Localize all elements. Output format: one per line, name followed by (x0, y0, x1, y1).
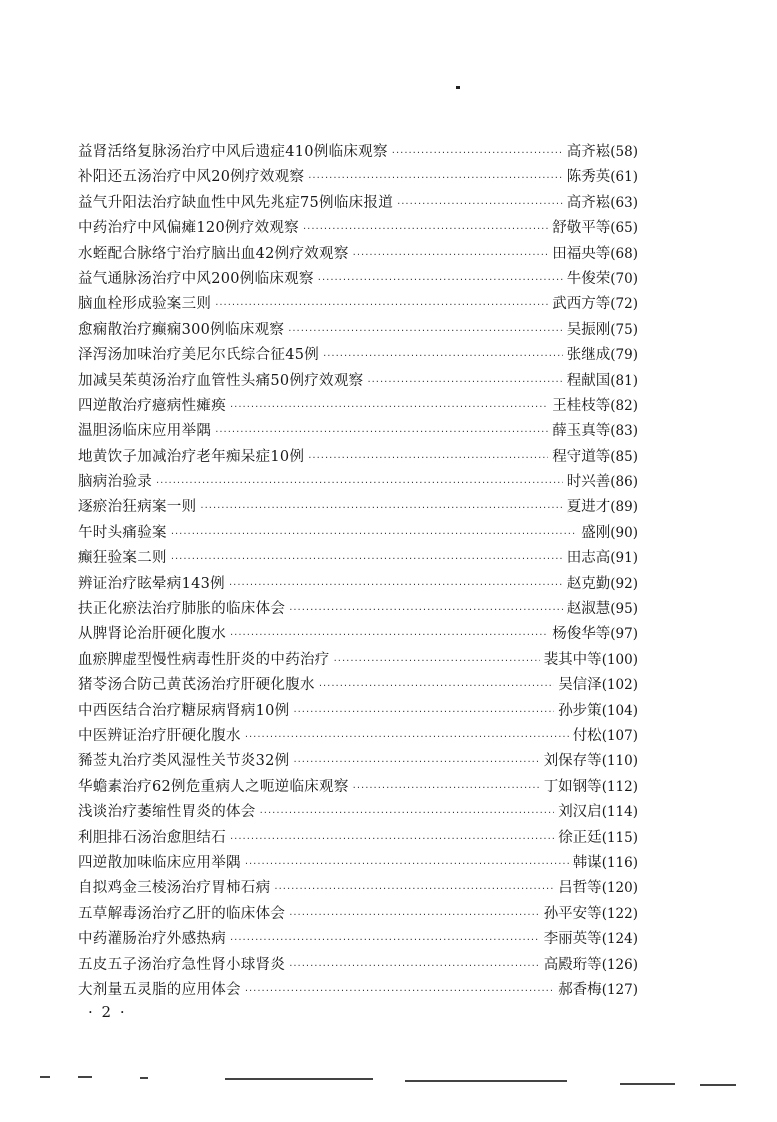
toc-entry-page: (102) (601, 677, 638, 694)
toc-leader-dots (319, 674, 554, 698)
toc-entry (78, 775, 638, 800)
toc-entry-author: 王桂枝等 (552, 397, 611, 414)
toc-entry-page: (122) (601, 905, 638, 922)
toc-entry (78, 902, 638, 927)
toc-entry-page: (126) (601, 956, 638, 973)
toc-entry-author: 吴信泽 (558, 677, 602, 694)
toc-entry-author: 时兴善 (566, 474, 611, 491)
toc-entry-author: 孙步策 (558, 702, 602, 719)
toc-entry (78, 495, 638, 520)
toc-entry-title: 补阳还五汤治疗中风20例疗效观察 (78, 169, 305, 186)
toc-entry (78, 445, 638, 470)
toc-entry-author: 田福央等 (552, 245, 611, 262)
toc-entry-author: 徐正廷 (558, 829, 602, 846)
toc-leader-dots (260, 801, 555, 825)
toc-entry-author: 田志高 (566, 550, 611, 567)
toc-entry-author: 杨俊华等 (552, 626, 611, 643)
toc-entry-title: 水蛭配合脉络宁治疗脑出血42例疗效观察 (78, 245, 349, 262)
toc-entry-title: 温胆汤临床应用举隅 (78, 423, 212, 440)
scan-speck (456, 86, 460, 89)
toc-leader-dots (245, 852, 569, 876)
toc-entry-author: 付松 (572, 727, 602, 744)
toc-entry-page: (91) (610, 550, 638, 567)
toc-leader-dots (303, 217, 548, 241)
toc-entry-page: (75) (610, 321, 638, 338)
toc-entry-author: 舒敬平等 (552, 220, 611, 237)
toc-entry-page: (81) (610, 372, 638, 389)
toc-entry-title: 中药治疗中风偏瘫120例疗效观察 (78, 220, 299, 237)
toc-entry (78, 851, 638, 876)
toc-leader-dots (230, 827, 554, 851)
toc-entry (78, 292, 638, 317)
toc-entry (78, 343, 638, 368)
table-of-contents (78, 140, 638, 1003)
scan-artifact-line (405, 1080, 567, 1082)
page-number: · 2 · (88, 1003, 127, 1021)
toc-leader-dots (289, 598, 563, 622)
toc-leader-dots (288, 319, 563, 343)
toc-entry-title: 从脾肾论治肝硬化腹水 (78, 626, 226, 643)
toc-leader-dots (353, 776, 540, 800)
toc-entry-page: (82) (610, 397, 638, 414)
toc-entry-author: 武西方等 (552, 296, 611, 313)
toc-leader-dots (230, 395, 548, 419)
toc-entry-page: (79) (610, 347, 638, 364)
toc-leader-dots (353, 243, 549, 267)
toc-entry-author: 裴其中等 (543, 651, 602, 668)
toc-leader-dots (245, 725, 569, 749)
toc-entry-title: 辨证治疗眩晕病143例 (78, 575, 225, 592)
toc-entry (78, 521, 638, 546)
toc-entry-title: 四逆散加味临床应用举隅 (78, 854, 241, 871)
toc-entry-author: 刘保存等 (543, 753, 602, 770)
toc-entry-title: 愈痫散治疗癫痫300例临床观察 (78, 321, 285, 338)
toc-entry-author: 李丽英等 (543, 931, 602, 948)
toc-entry (78, 699, 638, 724)
toc-entry-title: 血瘀脾虚型慢性病毒性肝炎的中药治疗 (78, 651, 330, 668)
toc-entry-title: 扶正化瘀法治疗肺胀的临床体会 (78, 601, 286, 618)
toc-entry-title: 癫狂验案二则 (78, 550, 167, 567)
toc-entry-author: 吴振刚 (566, 321, 611, 338)
toc-entry-page: (72) (610, 296, 638, 313)
toc-entry-title: 脑病治验录 (78, 474, 152, 491)
toc-entry-title: 加减吴茱萸汤治疗血管性头痛50例疗效观察 (78, 372, 364, 389)
toc-leader-dots (215, 420, 548, 444)
toc-entry-page: (65) (610, 220, 638, 237)
toc-leader-dots (229, 573, 563, 597)
toc-entry-author: 刘汉启 (558, 804, 602, 821)
toc-leader-dots (318, 268, 563, 292)
toc-entry (78, 724, 638, 749)
toc-leader-dots (293, 750, 539, 774)
toc-entry (78, 267, 638, 292)
toc-entry-page: (90) (610, 524, 638, 541)
toc-entry-author: 张继成 (566, 347, 611, 364)
toc-entry-author: 程守道等 (552, 448, 611, 465)
toc-entry-title: 中西医结合治疗糖尿病肾病10例 (78, 702, 290, 719)
toc-entry-author: 赵淑慧 (566, 601, 611, 618)
scan-artifact-line (140, 1077, 148, 1079)
toc-entry-page: (89) (610, 499, 638, 516)
toc-entry (78, 978, 638, 1003)
toc-entry-title: 猪苓汤合防己黄芪汤治疗肝硬化腹水 (78, 677, 315, 694)
toc-entry (78, 622, 638, 647)
toc-entry-author: 高齐崧 (566, 144, 611, 160)
toc-entry-author: 夏进才 (566, 499, 611, 516)
toc-entry-author: 陈秀英 (566, 169, 611, 186)
toc-entry-page: (70) (610, 270, 638, 287)
toc-entry-title: 中药灌肠治疗外感热病 (78, 931, 226, 948)
toc-entry-title: 逐瘀治狂病案一则 (78, 499, 197, 516)
toc-leader-dots (323, 344, 563, 368)
toc-entry (78, 927, 638, 952)
toc-entry-page: (114) (601, 804, 638, 821)
scan-artifact-line (78, 1076, 92, 1078)
toc-leader-dots (215, 293, 548, 317)
toc-entry-title: 四逆散治疗癔病性瘫痪 (78, 397, 226, 414)
toc-leader-dots (230, 928, 540, 952)
toc-entry (78, 597, 638, 622)
toc-entry-author: 吕哲等 (558, 880, 602, 897)
toc-entry-author: 郝香梅 (558, 981, 602, 998)
toc-entry (78, 216, 638, 241)
toc-entry (78, 648, 638, 673)
toc-entry-page: (86) (610, 474, 638, 491)
toc-entry (78, 191, 638, 216)
toc-leader-dots (293, 700, 554, 724)
toc-entry (78, 749, 638, 774)
toc-leader-dots (289, 903, 539, 927)
toc-entry (78, 419, 638, 444)
toc-entry-page: (58) (610, 144, 638, 160)
toc-entry-page: (112) (601, 778, 638, 795)
scan-artifact-line (700, 1084, 736, 1086)
toc-leader-dots (230, 623, 548, 647)
toc-entry-author: 丁如钢等 (543, 778, 602, 795)
scan-artifact-line (225, 1078, 373, 1080)
toc-entry (78, 572, 638, 597)
toc-leader-dots (245, 979, 554, 1003)
toc-entry-author: 薛玉真等 (552, 423, 611, 440)
toc-entry-page: (107) (601, 727, 638, 744)
toc-entry-page: (85) (610, 448, 638, 465)
toc-entry (78, 242, 638, 267)
toc-entry-title: 午时头痛验案 (78, 524, 167, 541)
toc-entry-page: (83) (610, 423, 638, 440)
toc-leader-dots (156, 471, 563, 495)
toc-entry-title: 益气通脉汤治疗中风200例临床观察 (78, 270, 314, 287)
toc-entry-page: (127) (601, 981, 638, 998)
toc-entry-page: (68) (610, 245, 638, 262)
toc-entry (78, 953, 638, 978)
toc-entry-title: 豨莶丸治疗类风湿性关节炎32例 (78, 753, 290, 770)
toc-entry (78, 876, 638, 901)
toc-entry (78, 800, 638, 825)
toc-entry (78, 165, 638, 190)
toc-entry-page: (116) (601, 854, 638, 871)
toc-entry-author: 程献国 (566, 372, 611, 389)
toc-leader-dots (367, 370, 562, 394)
toc-entry-title: 泽泻汤加味治疗美尼尔氏综合征45例 (78, 347, 320, 364)
toc-entry-title: 浅谈治疗萎缩性胃炎的体会 (78, 804, 256, 821)
toc-entry-title: 五草解毒汤治疗乙肝的临床体会 (78, 905, 286, 922)
toc-leader-dots (274, 877, 554, 901)
toc-leader-dots (200, 496, 562, 520)
toc-entry-title: 中医辨证治疗肝硬化腹水 (78, 727, 241, 744)
toc-entry-title: 自拟鸡金三棱汤治疗胃柿石病 (78, 880, 271, 897)
toc-entry-page: (115) (601, 829, 638, 846)
toc-entry-author: 高殿珩等 (543, 956, 602, 973)
toc-leader-dots (171, 522, 577, 546)
toc-entry-title: 利胆排石汤治愈胆结石 (78, 829, 226, 846)
toc-entry (78, 394, 638, 419)
toc-entry-page: (124) (601, 931, 638, 948)
toc-leader-dots (334, 649, 540, 673)
toc-entry-page: (63) (610, 194, 638, 211)
toc-leader-dots (289, 954, 539, 978)
toc-entry (78, 140, 638, 165)
scan-artifact-line (40, 1076, 50, 1078)
toc-leader-dots (171, 547, 563, 571)
toc-entry-title: 华蟾素治疗62例危重病人之呃逆临床观察 (78, 778, 349, 795)
toc-entry (78, 546, 638, 571)
toc-entry-author: 盛刚 (581, 524, 611, 541)
toc-entry-page: (110) (601, 753, 638, 770)
toc-leader-dots (308, 446, 548, 470)
toc-entry (78, 369, 638, 394)
toc-entry-title: 益气升阳法治疗缺血性中风先兆症75例临床报道 (78, 194, 394, 211)
toc-entry (78, 318, 638, 343)
toc-entry-author: 孙平安等 (543, 905, 602, 922)
toc-entry-page: (120) (601, 880, 638, 897)
toc-entry-title: 益肾活络复脉汤治疗中风后遗症410例临床观察 (78, 144, 388, 160)
toc-entry-author: 高齐崧 (566, 194, 611, 211)
toc-entry (78, 673, 638, 698)
toc-entry-page: (61) (610, 169, 638, 186)
toc-entry-page: (104) (601, 702, 638, 719)
toc-leader-dots (308, 166, 563, 190)
toc-entry-page: (92) (610, 575, 638, 592)
toc-entry-title: 大剂量五灵脂的应用体会 (78, 981, 241, 998)
toc-entry-author: 韩谋 (572, 854, 602, 871)
toc-entry (78, 470, 638, 495)
toc-leader-dots (397, 192, 563, 216)
toc-entry (78, 826, 638, 851)
toc-entry-page: (97) (610, 626, 638, 643)
toc-entry-title: 五皮五子汤治疗急性肾小球肾炎 (78, 956, 286, 973)
toc-entry-author: 赵克勤 (566, 575, 611, 592)
toc-entry-title: 脑血栓形成验案三则 (78, 296, 212, 313)
toc-leader-dots (392, 141, 563, 165)
toc-entry-page: (100) (601, 651, 638, 668)
toc-entry-page: (95) (610, 601, 638, 618)
toc-entry-author: 牛俊荣 (566, 270, 611, 287)
toc-entry-title: 地黄饮子加减治疗老年痴呆症10例 (78, 448, 305, 465)
scan-artifact-line (620, 1083, 675, 1085)
